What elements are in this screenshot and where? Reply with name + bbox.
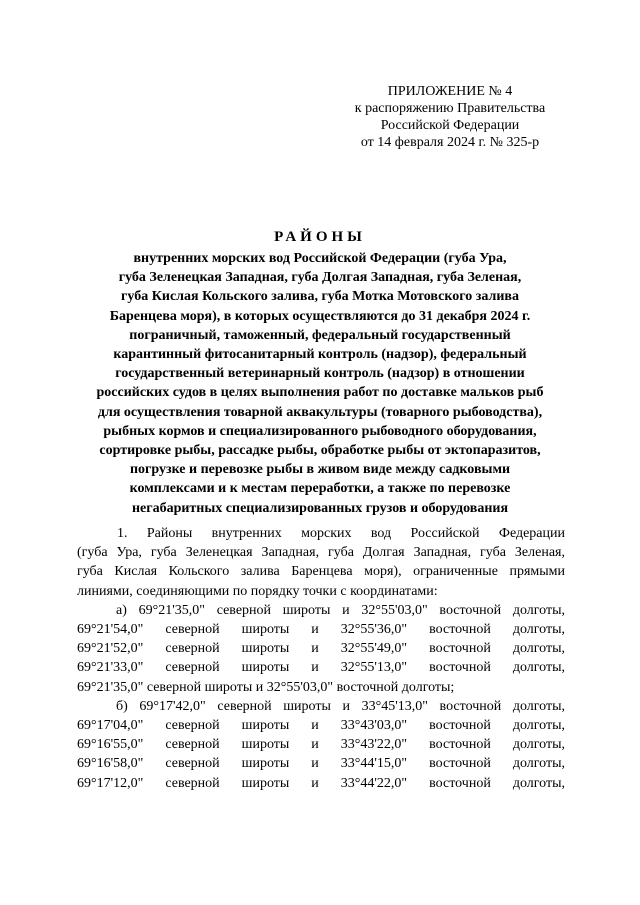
latitude-value: 69°17'04,0" <box>77 718 144 734</box>
appendix-header <box>330 83 570 151</box>
latitude-value: 69°21'52,0" <box>77 641 144 657</box>
coordinate-row <box>77 754 565 773</box>
coordinate-word: долготы, <box>512 641 565 657</box>
longitude-value: 33°43'22,0" <box>340 737 408 753</box>
coordinate-word: восточной <box>429 737 491 753</box>
appendix-date: от 14 февраля 2024 г. № 325-р <box>360 135 540 150</box>
coordinate-word: восточной <box>429 622 491 638</box>
coordinate-row <box>77 658 565 677</box>
subtitle-line: для осуществления товарной аквакультуры (товарного рыбоводства), <box>97 404 543 420</box>
latitude-value: 69°16'58,0" <box>77 756 144 772</box>
longitude-value: 32°55'13,0" <box>340 660 408 676</box>
paragraph-line: (губа Ура, губа Зеленецкая Западная, губа Долгая Западная, губа Зеленая, <box>77 545 565 561</box>
coordinate-word: долготы, <box>512 660 565 676</box>
coordinate-word: широты <box>241 641 290 657</box>
coordinate-word: и <box>311 660 319 676</box>
coordinate-word: восточной <box>429 718 491 734</box>
coordinate-word: и <box>311 718 319 734</box>
coordinate-word: широты <box>241 660 290 676</box>
document-subtitle <box>60 249 580 518</box>
appendix-line: Российской Федерации <box>380 118 520 133</box>
paragraph-line: линиями, соединяющими по порядку точки с координатами: <box>77 583 438 599</box>
paragraph-line: 1. Районы внутренних морских вод Российской Федерации <box>117 526 565 541</box>
coordinate-line: б) 69°17'42,0" северной широты и 33°45'13,0" восточной долготы, <box>116 698 565 714</box>
subtitle-line: рыбных кормов и специализированного рыбоводного оборудования, <box>103 423 537 439</box>
coordinate-word: и <box>311 756 319 772</box>
latitude-value: 69°21'33,0" <box>77 660 144 676</box>
subtitle-line: комплексами и к местам переработки, а также по перевозке <box>129 481 511 497</box>
coordinate-word: долготы, <box>512 775 565 791</box>
coordinate-word: долготы, <box>512 718 565 734</box>
coordinate-word: северной <box>165 641 220 657</box>
coordinate-word: и <box>311 775 319 791</box>
coordinate-word: северной <box>165 718 220 734</box>
appendix-line: к распоряжению Правительства <box>354 101 546 116</box>
appendix-number: ПРИЛОЖЕНИЕ № 4 <box>387 84 513 99</box>
coordinate-word: широты <box>241 775 290 791</box>
paragraph-line: губа Кислая Кольского залива Баренцева моря), ограниченные прямыми <box>77 564 565 580</box>
coordinate-row <box>77 716 565 735</box>
coordinate-word: широты <box>241 737 290 753</box>
longitude-value: 33°43'03,0" <box>340 718 408 734</box>
coordinate-word: восточной <box>429 756 491 772</box>
coordinate-word: широты <box>241 622 290 638</box>
subtitle-line: сортировке рыбы, рассадке рыбы, обработке рыбы от эктопаразитов, <box>99 443 541 459</box>
coordinate-word: широты <box>241 718 290 734</box>
coordinate-line: а) 69°21'35,0" северной широты и 32°55'03,0" восточной долготы, <box>116 602 565 618</box>
subtitle-line: Баренцева моря), в которых осуществляются до 31 декабря 2024 г. <box>109 308 531 324</box>
coordinate-word: широты <box>241 756 290 772</box>
coordinate-word: восточной <box>429 660 491 676</box>
longitude-value: 32°55'36,0" <box>340 622 408 638</box>
document-title: РАЙОНЫ <box>274 229 366 245</box>
coordinate-row <box>77 735 565 754</box>
subtitle-line: губа Кислая Кольского залива, губа Мотка Мотовского залива <box>121 289 519 305</box>
latitude-value: 69°16'55,0" <box>77 737 144 753</box>
coordinate-word: долготы, <box>512 737 565 753</box>
coordinate-word: северной <box>165 756 220 772</box>
subtitle-line: пограничный, таможенный, федеральный государственный <box>129 327 511 343</box>
subtitle-line: государственный ветеринарный контроль (надзор) в отношении <box>115 366 525 382</box>
coordinate-row <box>77 639 565 658</box>
subtitle-line: внутренних морских вод Российской Федерации (губа Ура, <box>133 251 507 266</box>
coordinate-row <box>77 620 565 639</box>
longitude-value: 33°44'22,0" <box>340 775 408 791</box>
document-body <box>77 524 565 793</box>
latitude-value: 69°17'12,0" <box>77 775 144 791</box>
coordinate-word: и <box>311 622 319 638</box>
longitude-value: 32°55'49,0" <box>340 641 408 657</box>
coordinate-word: восточной <box>429 641 491 657</box>
latitude-value: 69°21'54,0" <box>77 622 144 638</box>
coordinate-word: северной <box>165 622 220 638</box>
coordinate-word: восточной <box>429 775 491 791</box>
coordinate-word: северной <box>165 775 220 791</box>
subtitle-line: негабаритных специализированных грузов и оборудования <box>131 500 509 516</box>
coordinate-word: и <box>311 641 319 657</box>
coordinate-word: долготы, <box>512 622 565 638</box>
coordinate-word: долготы, <box>512 756 565 772</box>
coordinate-word: северной <box>165 737 220 753</box>
subtitle-line: российских судов в целях выполнения работ по доставке мальков рыб <box>96 385 544 401</box>
coordinate-word: и <box>311 737 319 753</box>
coordinate-line: 69°21'35,0" северной широты и 32°55'03,0" восточной долготы; <box>77 679 455 695</box>
coordinate-row <box>77 774 565 793</box>
subtitle-line: погрузке и перевозке рыбы в живом виде между садковыми <box>129 462 511 478</box>
subtitle-line: карантинный фитосанитарный контроль (надзор), федеральный <box>113 347 527 363</box>
subtitle-line: губа Зеленецкая Западная, губа Долгая Западная, губа Зеленая, <box>118 270 522 286</box>
longitude-value: 33°44'15,0" <box>340 756 408 772</box>
coordinate-word: северной <box>165 660 220 676</box>
